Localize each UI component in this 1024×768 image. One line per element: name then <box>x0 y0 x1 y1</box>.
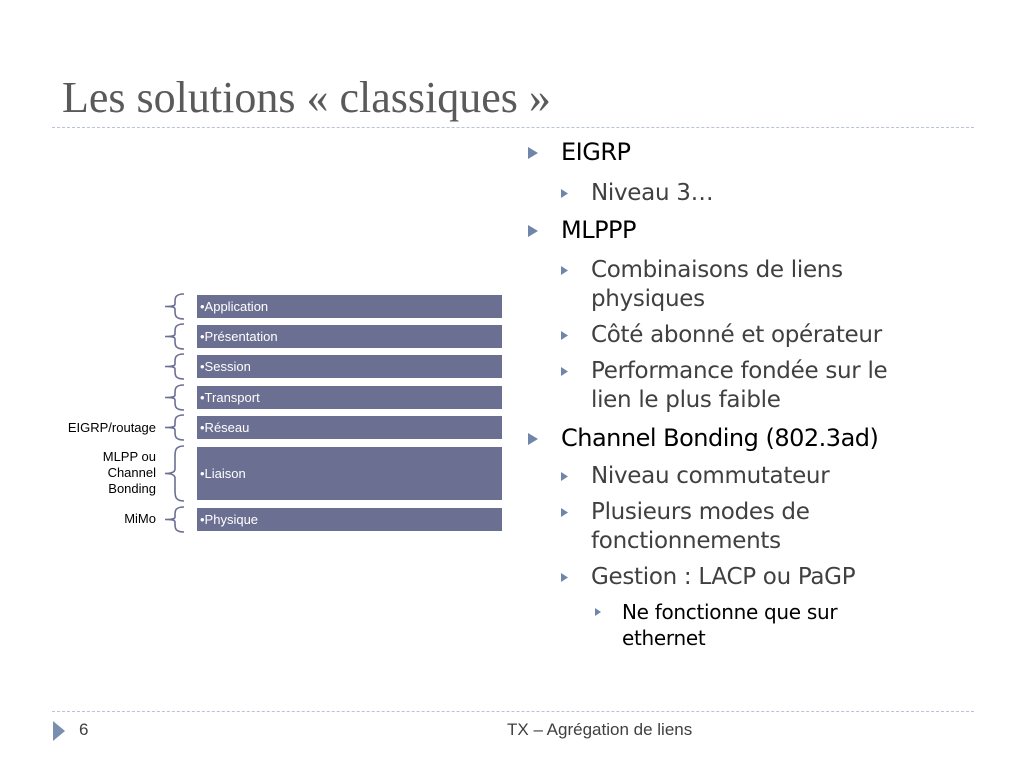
title-divider <box>52 127 974 128</box>
bullet-line: fonctionnements <box>591 528 781 554</box>
footer-title: TX – Agrégation de liens <box>507 720 693 739</box>
osi-layer-liaison: •Liaison <box>197 447 502 500</box>
osi-layer-physique: •Physique <box>197 508 502 531</box>
bullet-line: Plusieurs modes de <box>591 499 810 525</box>
label-mlpp-line-1: MLPP ou <box>102 449 156 464</box>
bullet-mlppp-text: MLPPP <box>561 216 636 244</box>
bullet-line: Performance fondée sur le <box>591 358 888 384</box>
triangle-bullet-icon <box>560 572 569 583</box>
page-number: 6 <box>79 720 89 739</box>
bullet-line: lien le plus faible <box>591 387 781 413</box>
bullet-eigrp-sub-1-text: Niveau 3… <box>591 180 714 206</box>
triangle-bullet-icon <box>560 366 569 377</box>
label-mlpp-channel-bonding <box>103 449 156 497</box>
triangle-bullet-icon <box>594 607 602 617</box>
triangle-bullet-icon <box>560 471 569 482</box>
label-eigrp-routage: EIGRP/routage <box>67 420 156 435</box>
brace-transport <box>160 384 190 411</box>
brace-physique <box>160 506 190 533</box>
bullet-eigrp-text: EIGRP <box>561 138 631 166</box>
triangle-bullet-icon <box>560 330 569 341</box>
bullet-mlppp-sub-1-text <box>591 256 843 314</box>
triangle-bullet-icon <box>560 507 569 518</box>
bullet-channel-sub-1-text: Niveau commutateur <box>591 463 830 489</box>
triangle-bullet-icon <box>527 224 539 238</box>
label-mlpp-line-3: Bonding <box>108 481 156 496</box>
label-mimo: MiMo <box>124 511 156 526</box>
triangle-bullet-icon <box>527 432 539 446</box>
bullet-channel-sub-3-text: Gestion : LACP ou PaGP <box>591 564 856 590</box>
osi-layer-application: •Application <box>197 295 502 318</box>
brace-liaison <box>160 445 190 502</box>
triangle-bullet-icon <box>527 146 539 160</box>
osi-layer-session: •Session <box>197 355 502 378</box>
brace-presentation <box>160 323 190 350</box>
triangle-bullet-icon <box>560 265 569 276</box>
bullet-line: Ne fonctionne que sur <box>622 600 838 624</box>
osi-layer-transport: •Transport <box>197 386 502 409</box>
bullet-mlppp-sub-3-text <box>591 357 887 415</box>
slide-title: Les solutions « classiques » <box>62 73 551 122</box>
bullet-line: Combinaisons de liens <box>591 257 843 283</box>
triangle-bullet-icon <box>560 188 569 199</box>
bullet-channel-text: Channel Bonding (802.3ad) <box>561 424 879 452</box>
bullet-channel-sub-sub-1-text <box>622 599 837 651</box>
brace-application <box>160 293 190 320</box>
osi-layer-presentation: •Présentation <box>197 325 502 348</box>
bullet-channel-sub-2-text <box>591 498 810 556</box>
brace-reseau <box>160 414 190 441</box>
osi-layer-reseau: •Réseau <box>197 416 502 439</box>
bullet-mlppp-sub-2-text: Côté abonné et opérateur <box>591 322 882 348</box>
brace-session <box>160 353 190 380</box>
footer-triangle-icon <box>52 720 66 742</box>
bullet-line: ethernet <box>622 626 706 650</box>
label-mlpp-line-2: Channel <box>107 465 156 480</box>
footer-divider <box>52 711 974 712</box>
bullet-line: physiques <box>591 286 705 312</box>
